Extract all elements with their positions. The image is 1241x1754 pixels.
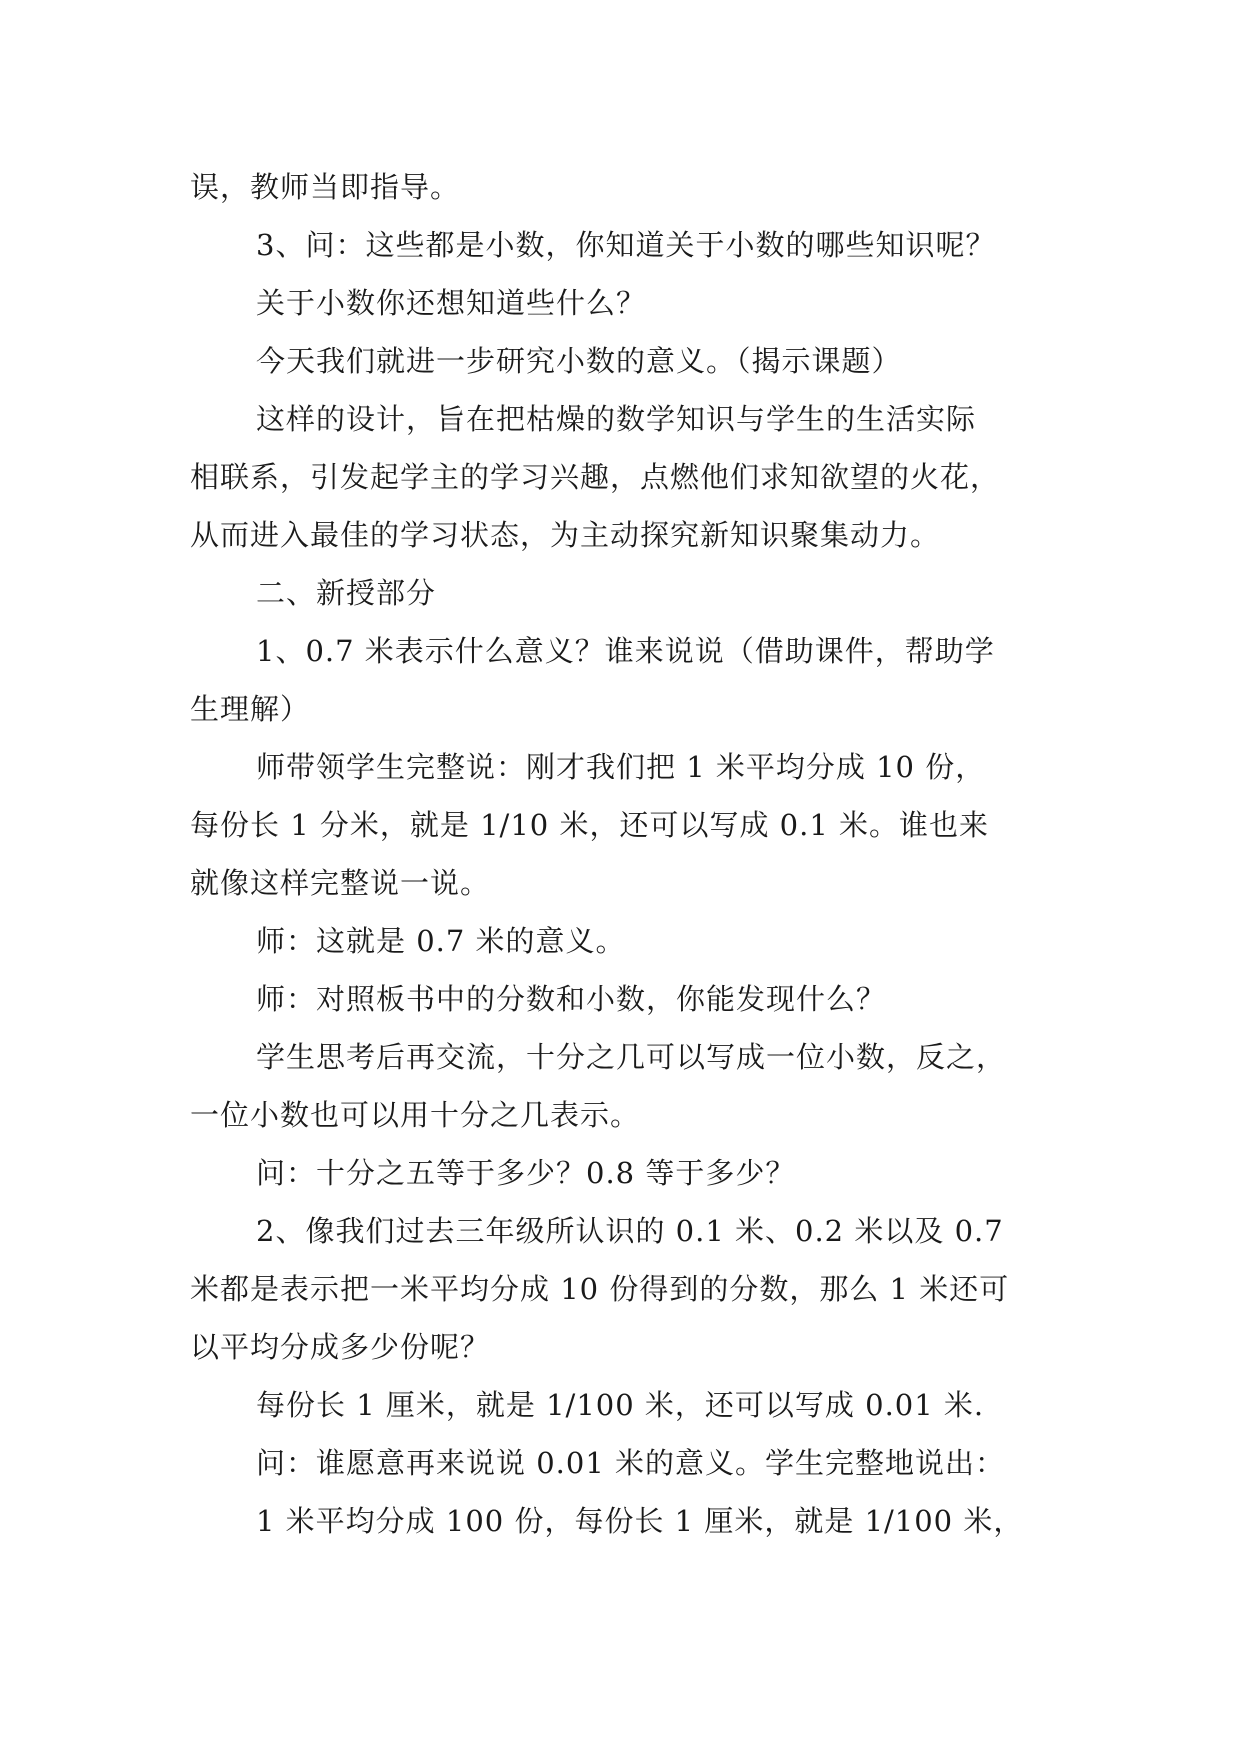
text-line: 相联系，引发起学主的学习兴趣，点燃他们求知欲望的火花， (190, 460, 1001, 494)
text-line: 学生思考后再交流，十分之几可以写成一位小数，反之， (256, 1040, 1007, 1074)
text-line: 以平均分成多少份呢？ (190, 1330, 491, 1364)
text-line: 问：谁愿意再来说说 0.01 米的意义。学生完整地说出： (256, 1446, 1006, 1480)
text-line: 关于小数你还想知道些什么？ (256, 286, 647, 320)
document-body (190, 158, 1050, 1550)
text-line: 1、0.7 米表示什么意义？谁来说说（借助课件，帮助学 (256, 634, 995, 668)
text-line: 师：这就是 0.7 米的意义。 (256, 924, 626, 958)
text-line: 误，教师当即指导。 (190, 170, 461, 204)
section-heading: 二、新授部分 (256, 576, 437, 610)
text-line: 师带领学生完整说：刚才我们把 1 米平均分成 10 份， (256, 750, 986, 784)
text-line: 米都是表示把一米平均分成 10 份得到的分数，那么 1 米还可 (190, 1272, 1010, 1306)
text-line: 师：对照板书中的分数和小数，你能发现什么？ (256, 982, 887, 1016)
text-line: 问：十分之五等于多少？0.8 等于多少？ (256, 1156, 796, 1190)
text-line: 就像这样完整说一说。 (190, 866, 491, 900)
text-line: 3、问：这些都是小数，你知道关于小数的哪些知识呢？ (256, 228, 996, 262)
text-line: 这样的设计，旨在把枯燥的数学知识与学生的生活实际 (256, 402, 977, 436)
text-line: 一位小数也可以用十分之几表示。 (190, 1098, 641, 1132)
text-line: 生理解） (190, 692, 311, 726)
text-line: 每份长 1 分米，就是 1/10 米，还可以写成 0.1 米。谁也来 (190, 808, 990, 842)
text-line: 1 米平均分成 100 份，每份长 1 厘米，就是 1/100 米， (256, 1504, 1024, 1538)
text-line: 每份长 1 厘米，就是 1/100 米，还可以写成 0.01 米. (256, 1388, 985, 1422)
text-line: 今天我们就进一步研究小数的意义。（揭示课题） (256, 344, 902, 378)
text-line: 从而进入最佳的学习状态，为主动探究新知识聚集动力。 (190, 518, 941, 552)
text-line: 2、像我们过去三年级所认识的 0.1 米、0.2 米以及 0.7 (256, 1214, 1004, 1248)
